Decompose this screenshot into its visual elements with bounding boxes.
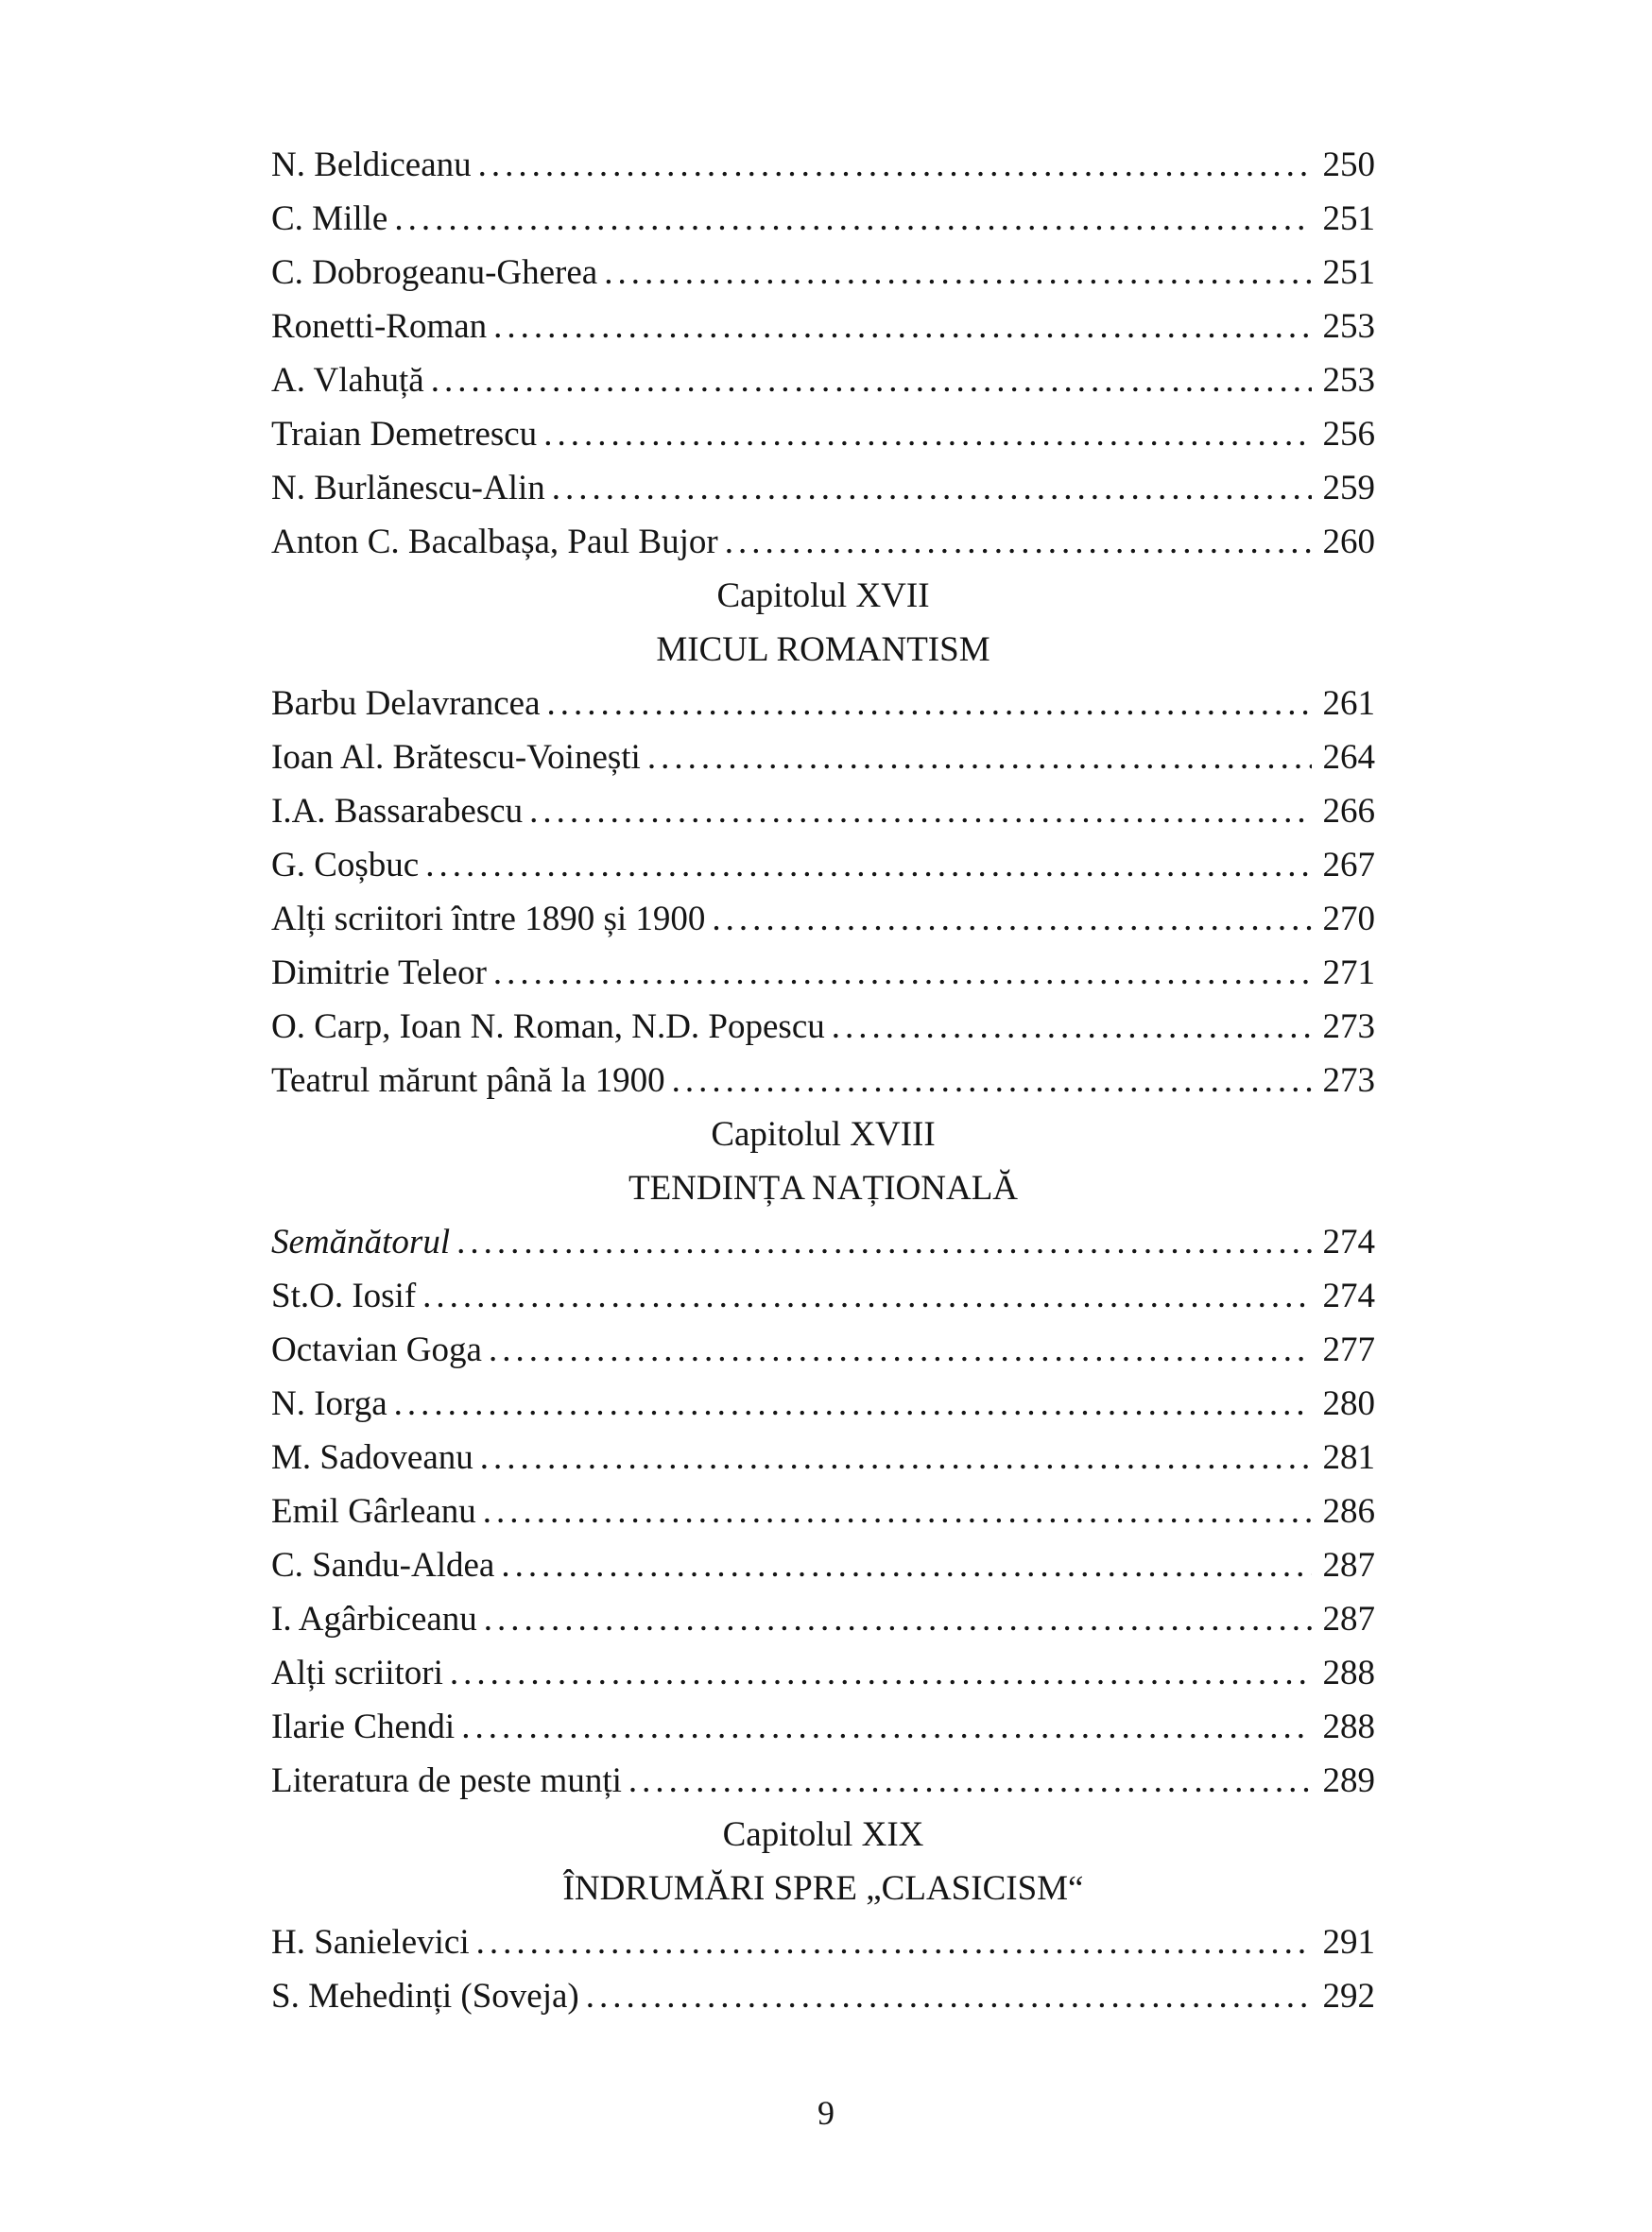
table-of-contents [271, 138, 1375, 2023]
dot-leader [552, 461, 1312, 515]
toc-entry [271, 407, 1375, 461]
dot-leader [394, 192, 1311, 246]
toc-entry-label: Alți scriitori între 1890 și 1900 [271, 900, 706, 938]
toc-entry [271, 1754, 1375, 1808]
toc-entry [271, 1054, 1375, 1107]
toc-entry-page-number: 273 [1322, 1007, 1375, 1046]
toc-entry-label: Literatura de peste munți [271, 1761, 622, 1800]
toc-entry-label: Teatrul mărunt până la 1900 [271, 1061, 665, 1100]
dot-leader [832, 1000, 1312, 1054]
dot-leader [712, 892, 1311, 946]
toc-entry-page-number: 288 [1322, 1654, 1375, 1692]
toc-entry [271, 1646, 1375, 1700]
toc-entry-page-number: 259 [1322, 469, 1375, 507]
dot-leader [628, 1754, 1312, 1808]
toc-entry-page-number: 286 [1322, 1492, 1375, 1531]
toc-entry-page-number: 277 [1322, 1331, 1375, 1369]
chapter-heading: Capitolul XVII [716, 576, 930, 615]
chapter-heading: Capitolul XVIII [711, 1115, 936, 1154]
toc-entry-label: G. Coșbuc [271, 846, 420, 884]
dot-leader [456, 1215, 1311, 1269]
toc-entry-page-number: 292 [1322, 1977, 1375, 2016]
toc-entry-page-number: 264 [1322, 738, 1375, 777]
toc-entry [271, 515, 1375, 569]
dot-leader [425, 838, 1311, 892]
toc-entry-page-number: 250 [1322, 146, 1375, 184]
toc-entry-label: N. Beldiceanu [271, 146, 472, 184]
toc-entry-page-number: 273 [1322, 1061, 1375, 1100]
toc-entry [271, 138, 1375, 192]
toc-entry-page-number: 271 [1322, 953, 1375, 992]
dot-leader [461, 1700, 1311, 1754]
dot-leader [543, 407, 1311, 461]
toc-entry [271, 946, 1375, 1000]
toc-entry [271, 1323, 1375, 1377]
dot-leader [484, 1592, 1312, 1646]
toc-entry [271, 1538, 1375, 1592]
dot-leader [529, 784, 1311, 838]
toc-entry [271, 892, 1375, 946]
dot-leader [725, 515, 1312, 569]
toc-entry-page-number: 270 [1322, 900, 1375, 938]
toc-entry-label: Ioan Al. Brătescu-Voinești [271, 738, 641, 777]
toc-entry [271, 838, 1375, 892]
toc-entry [271, 1485, 1375, 1538]
chapter-title: TENDINȚA NAȚIONALĂ [628, 1169, 1019, 1208]
toc-entry-label: Anton C. Bacalbașa, Paul Bujor [271, 523, 718, 561]
chapter-title: MICUL ROMANTISM [656, 630, 990, 669]
dot-leader [450, 1646, 1312, 1700]
toc-entry-page-number: 288 [1322, 1708, 1375, 1746]
dot-leader [431, 353, 1312, 407]
toc-entry [271, 1269, 1375, 1323]
dot-leader [547, 677, 1312, 730]
dot-leader [483, 1485, 1312, 1538]
toc-entry-page-number: 289 [1322, 1761, 1375, 1800]
page-number: 9 [817, 2094, 835, 2132]
toc-entry [271, 784, 1375, 838]
chapter-heading: Capitolul XIX [722, 1815, 924, 1854]
toc-entry-page-number: 251 [1322, 199, 1375, 238]
toc-entry-page-number: 274 [1322, 1223, 1375, 1262]
dot-leader [672, 1054, 1312, 1107]
toc-entry-page-number: 251 [1322, 253, 1375, 292]
dot-leader [604, 246, 1311, 300]
toc-entry [271, 1592, 1375, 1646]
dot-leader [394, 1377, 1312, 1431]
toc-entry-label: Barbu Delavrancea [271, 684, 541, 723]
dot-leader [478, 138, 1312, 192]
toc-entry-page-number: 280 [1322, 1384, 1375, 1423]
toc-entry [271, 1215, 1375, 1269]
toc-entry-label: A. Vlahuță [271, 361, 424, 400]
toc-entry-label: N. Iorga [271, 1384, 387, 1423]
toc-entry [271, 192, 1375, 246]
toc-entry [271, 677, 1375, 730]
dot-leader [586, 1969, 1312, 2023]
dot-leader [647, 730, 1312, 784]
toc-entry-label: Octavian Goga [271, 1331, 482, 1369]
toc-entry-label: C. Sandu-Aldea [271, 1546, 495, 1585]
toc-entry-label: St.O. Iosif [271, 1277, 417, 1315]
toc-entry-label: I. Agârbiceanu [271, 1600, 477, 1639]
toc-entry-label: Semănătorul [271, 1223, 451, 1262]
toc-entry-label: O. Carp, Ioan N. Roman, N.D. Popescu [271, 1007, 825, 1046]
toc-entry-label: H. Sanielevici [271, 1923, 470, 1962]
dot-leader [489, 1323, 1312, 1377]
toc-entry-label: Alți scriitori [271, 1654, 443, 1692]
toc-entry-page-number: 253 [1322, 361, 1375, 400]
toc-entry-page-number: 267 [1322, 846, 1375, 884]
toc-entry-page-number: 281 [1322, 1438, 1375, 1477]
toc-entry-label: Traian Demetrescu [271, 415, 538, 454]
toc-entry-label: C. Mille [271, 199, 388, 238]
toc-entry-page-number: 256 [1322, 415, 1375, 454]
toc-entry [271, 730, 1375, 784]
dot-leader [480, 1431, 1312, 1485]
chapter-title: ÎNDRUMĂRI SPRE „CLASICISM“ [562, 1869, 1084, 1908]
toc-entry-page-number: 253 [1322, 307, 1375, 346]
toc-entry [271, 461, 1375, 515]
toc-entry-label: C. Dobrogeanu-Gherea [271, 253, 598, 292]
toc-entry-label: Dimitrie Teleor [271, 953, 487, 992]
toc-entry-page-number: 274 [1322, 1277, 1375, 1315]
toc-entry-label: N. Burlănescu-Alin [271, 469, 545, 507]
toc-entry [271, 1915, 1375, 1969]
toc-entry-label: Emil Gârleanu [271, 1492, 476, 1531]
toc-entry-label: M. Sadoveanu [271, 1438, 473, 1477]
toc-entry-label: I.A. Bassarabescu [271, 792, 524, 831]
toc-entry [271, 1431, 1375, 1485]
toc-entry-page-number: 291 [1322, 1923, 1375, 1962]
toc-entry-page-number: 261 [1322, 684, 1375, 723]
toc-entry-page-number: 287 [1322, 1600, 1375, 1639]
toc-entry-label: S. Mehedinți (Soveja) [271, 1977, 579, 2016]
toc-entry-label: Ilarie Chendi [271, 1708, 456, 1746]
toc-entry [271, 1700, 1375, 1754]
dot-leader [476, 1915, 1312, 1969]
dot-leader [493, 300, 1311, 353]
toc-entry-page-number: 287 [1322, 1546, 1375, 1585]
toc-entry [271, 1000, 1375, 1054]
dot-leader [493, 946, 1312, 1000]
toc-entry-page-number: 260 [1322, 523, 1375, 561]
toc-entry [271, 1969, 1375, 2023]
toc-entry-page-number: 266 [1322, 792, 1375, 831]
toc-entry [271, 1377, 1375, 1431]
toc-entry [271, 300, 1375, 353]
dot-leader [422, 1269, 1311, 1323]
toc-entry-label: Ronetti-Roman [271, 307, 488, 346]
toc-entry [271, 246, 1375, 300]
dot-leader [501, 1538, 1311, 1592]
toc-entry [271, 353, 1375, 407]
